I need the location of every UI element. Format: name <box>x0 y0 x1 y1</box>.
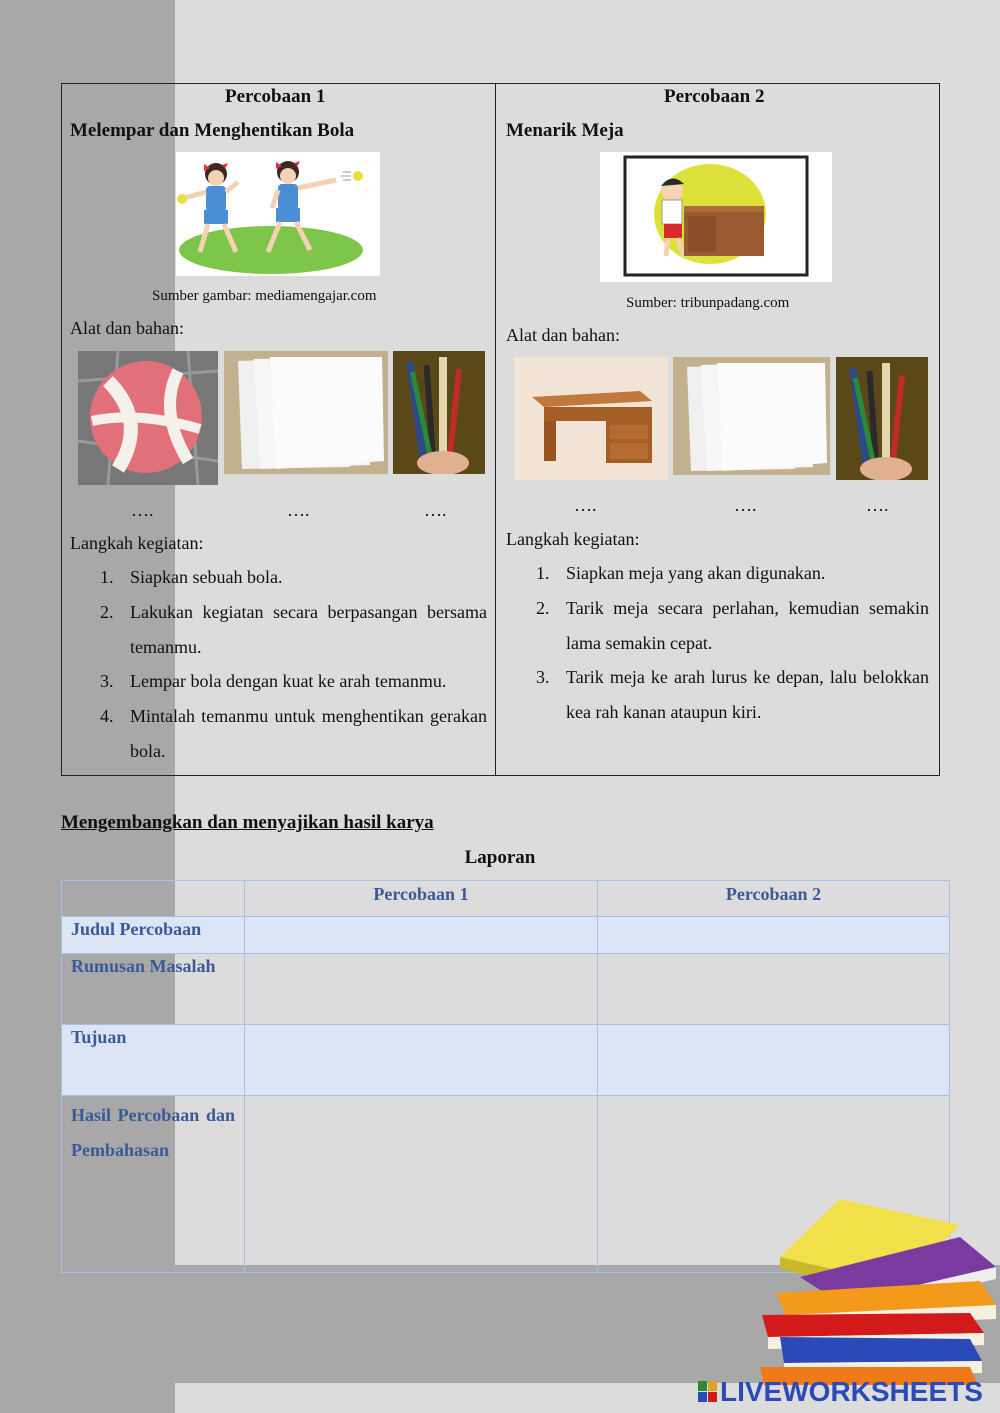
exp2-blank-2[interactable]: …. <box>734 495 757 515</box>
exp2-heading: Percobaan 2 <box>664 86 765 107</box>
experiments-divider <box>495 83 496 775</box>
liveworksheets-logo-icon <box>698 1381 718 1403</box>
paper-image <box>224 351 388 474</box>
exp1-title: Melempar dan Menghentikan Bola <box>70 120 355 141</box>
exp2-image-source: Sumber: tribunpadang.com <box>626 295 790 311</box>
exp1-blank-1[interactable]: …. <box>131 500 154 520</box>
exp1-blank-2[interactable]: …. <box>287 500 310 520</box>
step-number: 4. <box>100 706 114 726</box>
step-text: Tarik meja secara perlahan, kemudian semakin lama semakin cepat. <box>566 598 929 653</box>
report-col-header-2: Percobaan 2 <box>597 880 950 917</box>
exp1-step <box>100 664 487 699</box>
exp2-materials-label: Alat dan bahan: <box>506 325 620 345</box>
report-row-label: Hasil Percobaan dan Pembahasan <box>61 1095 245 1273</box>
report-row-label: Rumusan Masalah <box>61 953 245 1025</box>
exp1-heading: Percobaan 1 <box>225 86 326 107</box>
exp1-step <box>100 699 487 769</box>
exp1-blank-3[interactable]: …. <box>424 500 447 520</box>
report-input-cell[interactable] <box>244 1024 598 1096</box>
exp1-steps-label: Langkah kegiatan: <box>70 533 204 553</box>
section-title: Mengembangkan dan menyajikan hasil karya <box>61 812 434 833</box>
step-number: 1. <box>536 563 550 583</box>
report-input-cell[interactable] <box>244 953 598 1025</box>
report-input-cell[interactable] <box>597 1024 950 1096</box>
pens-image <box>836 357 928 480</box>
stacked-books-illustration <box>760 1195 1000 1385</box>
exp1-materials-label: Alat dan bahan: <box>70 318 184 338</box>
step-number: 1. <box>100 567 114 587</box>
children-throwing-ball-image <box>176 152 380 276</box>
step-text: Mintalah temanmu untuk menghentikan gerakan bola. <box>130 706 487 761</box>
table-image <box>514 357 668 480</box>
step-number: 3. <box>100 671 114 691</box>
exp1-image-source: Sumber gambar: mediamengajar.com <box>152 288 377 304</box>
report-input-cell[interactable] <box>244 916 598 954</box>
step-text: Lempar bola dengan kuat ke arah temanmu. <box>130 671 447 691</box>
pens-image <box>393 351 485 474</box>
step-number: 3. <box>536 667 550 687</box>
exp2-step <box>536 556 929 591</box>
report-row-label: Judul Percobaan <box>61 916 245 954</box>
step-number: 2. <box>536 598 550 618</box>
liveworksheets-brand: LIVEWORKSHEETS <box>720 1376 983 1407</box>
exp2-blank-1[interactable]: …. <box>574 495 597 515</box>
report-input-cell[interactable] <box>597 953 950 1025</box>
exp2-step <box>536 660 929 730</box>
exp2-blank-3[interactable]: …. <box>866 495 889 515</box>
report-input-cell[interactable] <box>597 916 950 954</box>
step-text: Lakukan kegiatan secara berpasangan bersama temanmu. <box>130 602 487 657</box>
report-title: Laporan <box>464 847 536 868</box>
report-corner-cell <box>61 880 245 917</box>
report-row-label: Tujuan <box>61 1024 245 1096</box>
step-text: Siapkan sebuah bola. <box>130 567 283 587</box>
exp1-step <box>100 595 487 665</box>
ball-image <box>78 351 218 485</box>
paper-image <box>673 357 830 475</box>
step-text: Tarik meja ke arah lurus ke depan, lalu belokkan kea rah kanan ataupun kiri. <box>566 667 929 722</box>
exp2-steps-label: Langkah kegiatan: <box>506 529 640 549</box>
exp1-step <box>100 560 487 595</box>
exp2-title: Menarik Meja <box>506 120 624 141</box>
child-pulling-table-image <box>600 152 832 282</box>
step-text: Siapkan meja yang akan digunakan. <box>566 563 826 583</box>
exp2-step <box>536 591 929 661</box>
step-number: 2. <box>100 602 114 622</box>
report-input-cell[interactable] <box>244 1095 598 1273</box>
report-col-header-1: Percobaan 1 <box>244 880 598 917</box>
